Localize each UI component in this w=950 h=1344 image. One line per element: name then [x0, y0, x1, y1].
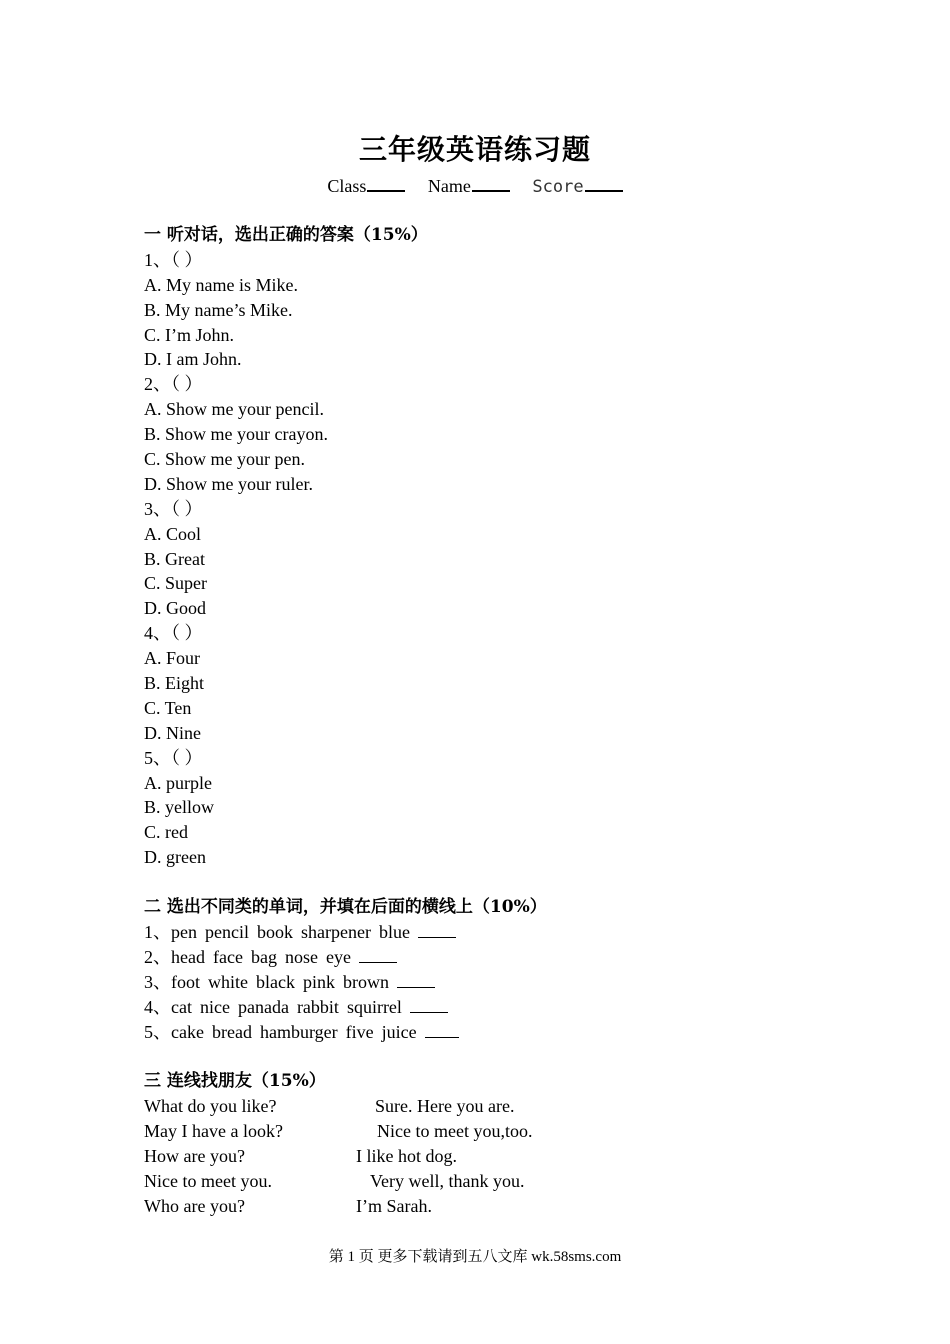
right-phrase: Very well, thank you. — [370, 1170, 525, 1191]
answer-option: D. green — [144, 847, 206, 868]
matching-pair — [144, 1119, 844, 1144]
word: book — [256, 921, 293, 942]
word: white — [208, 971, 248, 992]
word: five — [345, 1021, 374, 1042]
matching-pair — [144, 1169, 844, 1194]
right-phrase: Nice to meet you,too. — [377, 1121, 533, 1142]
answer-blank[interactable] — [397, 970, 435, 988]
word: face — [212, 946, 243, 967]
answer-option: D. I am John. — [144, 349, 242, 370]
page-title: 三年级英语练习题 — [358, 133, 591, 166]
left-phrase: How are you? — [144, 1145, 245, 1166]
answer-option: C. Super — [144, 573, 207, 594]
word: squirrel — [346, 996, 402, 1017]
answer-option: C. I’m John. — [144, 324, 234, 345]
question-number: 4、（ ） — [144, 623, 203, 644]
word: foot — [171, 971, 200, 992]
matching-pair — [144, 1094, 844, 1119]
answer-blank[interactable] — [425, 1020, 459, 1038]
section3-heading: 三 连线找朋友（15%） — [144, 1071, 326, 1092]
word: head — [171, 946, 205, 967]
item-number: 2、 — [144, 946, 171, 967]
word-group-row — [144, 970, 844, 995]
section1-heading: 一 听对话，选出正确的答案（15%） — [144, 225, 428, 245]
word: sharpener — [300, 921, 371, 942]
answer-option: B. Show me your crayon. — [144, 424, 328, 445]
word: black — [256, 971, 295, 992]
answer-blank[interactable] — [359, 945, 397, 963]
name-blank — [472, 174, 510, 192]
question-number: 1、（ ） — [144, 249, 203, 270]
word: pen — [171, 921, 197, 942]
word-group-row — [144, 920, 844, 945]
answer-option: D. Good — [144, 598, 206, 619]
word: cat — [171, 996, 192, 1017]
answer-option: C. Show me your pen. — [144, 449, 305, 470]
answer-option: B. My name’s Mike. — [144, 299, 293, 320]
answer-option: B. Great — [144, 548, 205, 569]
right-phrase: I’m Sarah. — [356, 1195, 432, 1216]
name-label: Name — [427, 176, 471, 196]
right-phrase: I like hot dog. — [356, 1145, 457, 1166]
word: brown — [343, 971, 389, 992]
word: bag — [250, 946, 277, 967]
answer-option: C. Ten — [144, 697, 192, 718]
answer-blank[interactable] — [418, 920, 456, 938]
word: hamburger — [259, 1021, 338, 1042]
word-group-row — [144, 1020, 844, 1045]
word: pink — [302, 971, 335, 992]
word: cake — [171, 1021, 204, 1042]
question-number: 2、（ ） — [144, 374, 203, 395]
exercise-content — [144, 223, 844, 1219]
section2-heading: 二 选出不同类的单词，并填在后面的横线上（10%） — [144, 897, 547, 918]
page-footer: 第 1 页 更多下载请到五八文库 wk.58sms.com — [328, 1249, 622, 1265]
answer-option: B. yellow — [144, 797, 214, 818]
left-phrase: What do you like? — [144, 1096, 277, 1117]
answer-option: C. red — [144, 822, 188, 843]
item-number: 1、 — [144, 921, 171, 942]
answer-option: A. My name is Mike. — [144, 274, 298, 295]
answer-option: A. Four — [144, 648, 201, 669]
word: nose — [284, 946, 318, 967]
word: eye — [325, 946, 351, 967]
score-label: Score — [532, 177, 584, 197]
question-number: 5、（ ） — [144, 747, 203, 768]
class-label: Class — [327, 176, 367, 196]
word-group-row — [144, 945, 844, 970]
left-phrase: Who are you? — [144, 1195, 245, 1216]
word-group-row — [144, 995, 844, 1020]
left-phrase: May I have a look? — [144, 1121, 283, 1142]
right-phrase: Sure. Here you are. — [375, 1096, 515, 1117]
answer-option: D. Show me your ruler. — [144, 473, 313, 494]
word: pencil — [205, 921, 249, 942]
word: nice — [199, 996, 230, 1017]
answer-option: B. Eight — [144, 673, 205, 694]
score-blank — [585, 174, 623, 192]
matching-pair — [144, 1194, 844, 1219]
word: rabbit — [296, 996, 339, 1017]
answer-blank[interactable] — [410, 995, 448, 1013]
word: blue — [378, 921, 410, 942]
answer-option: D. Nine — [144, 722, 201, 743]
matching-pair — [144, 1144, 844, 1169]
item-number: 5、 — [144, 1021, 171, 1042]
answer-option: A. Cool — [144, 523, 202, 544]
word: panada — [237, 996, 289, 1017]
class-blank — [367, 174, 405, 192]
item-number: 3、 — [144, 971, 171, 992]
word: bread — [211, 1021, 252, 1042]
question-number: 3、（ ） — [144, 498, 203, 519]
word: juice — [381, 1021, 417, 1042]
answer-option: A. Show me your pencil. — [144, 399, 324, 420]
answer-option: A. purple — [144, 772, 212, 793]
left-phrase: Nice to meet you. — [144, 1170, 272, 1191]
student-info-line — [0, 174, 950, 197]
item-number: 4、 — [144, 996, 171, 1017]
